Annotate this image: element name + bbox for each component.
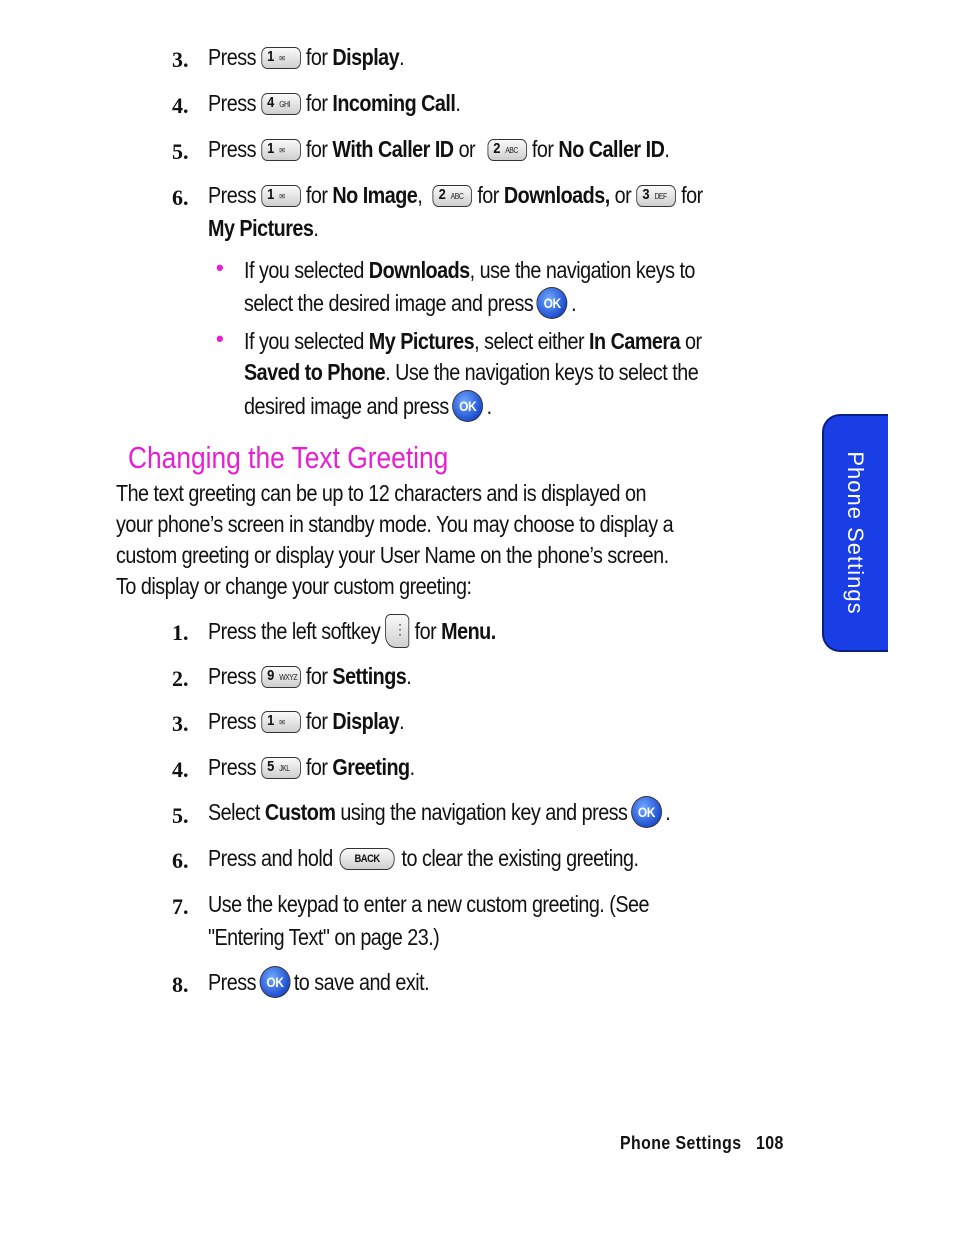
step-number: 3. [172, 711, 189, 736]
step-number: 6. [172, 185, 189, 210]
key-2-icon: 2 ABC [433, 185, 473, 207]
step-number: 8. [172, 972, 189, 997]
step-number: 3. [172, 47, 189, 72]
key-2-icon: 2 ABC [487, 139, 527, 161]
key-1-icon: 1 ✉ [261, 139, 301, 161]
ok-button-icon: OK [537, 287, 568, 319]
step-number: 4. [172, 93, 189, 118]
key-1-icon: 1 ✉ [261, 711, 301, 733]
page-number: 108 [755, 1133, 784, 1153]
bullet-icon: • [216, 255, 224, 280]
step-number: 7. [172, 894, 189, 919]
ok-button-icon: OK [259, 966, 290, 998]
ok-button-icon: OK [452, 390, 483, 422]
ok-button-icon: OK [631, 796, 662, 828]
bullet-icon: • [216, 326, 224, 351]
key-3-icon: 3 DEF [636, 185, 676, 207]
step-number: 2. [172, 666, 189, 691]
side-tab-label: Phone Settings [843, 451, 868, 615]
left-softkey-icon [385, 614, 409, 648]
key-1-icon: 1 ✉ [261, 47, 301, 69]
key-9-icon: 9 WXYZ [261, 666, 301, 688]
footer-section: Phone Settings [620, 1133, 742, 1153]
step-number: 5. [172, 803, 189, 828]
page-footer [620, 1133, 784, 1154]
back-key-icon: BACK [340, 848, 395, 870]
step-number: 6. [172, 848, 189, 873]
key-1-icon: 1 ✉ [261, 185, 301, 207]
step-number: 1. [172, 620, 189, 645]
key-5-icon: 5 JKL [261, 757, 301, 779]
key-4-icon: 4 GHI [261, 93, 301, 115]
step-number: 5. [172, 139, 189, 164]
step-number: 4. [172, 757, 189, 782]
section-heading: Changing the Text Greeting [128, 440, 449, 475]
